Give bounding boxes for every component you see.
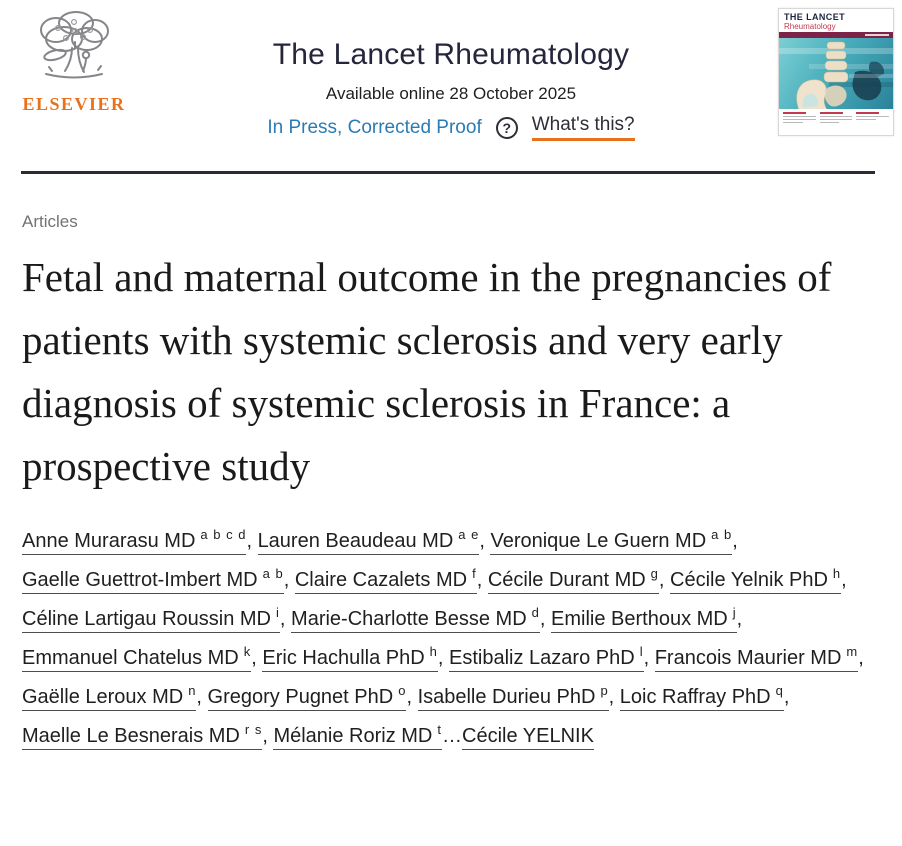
cover-masthead-rheumatology: Rheumatology: [784, 22, 836, 31]
author-affiliation-superscript: q: [775, 683, 784, 699]
elsevier-wordmark: ELSEVIER: [22, 94, 126, 114]
author-affiliation-superscript: t: [437, 722, 443, 738]
cover-artwork-pelvis-image: [779, 38, 893, 109]
author-affiliation-superscript: m: [846, 644, 859, 660]
author-affiliation-superscript: g: [650, 566, 659, 582]
author-link[interactable]: Estibaliz Lazaro PhD $^l$,: [449, 647, 649, 672]
article-title: Fetal and maternal outcome in the pregnancies of patients with systemic sclerosis and very early diagnosis of systemic sclerosis in France: a prospective study: [22, 254, 832, 489]
author-link[interactable]: Mélanie Roriz MD $^t$: [273, 725, 442, 750]
author-link[interactable]: Gregory Pugnet PhD $^o$,: [208, 686, 412, 711]
elsevier-logo-link[interactable]: [20, 8, 128, 115]
author-affiliation-superscript: n: [188, 683, 197, 699]
author-affiliation-superscript: o: [398, 683, 407, 699]
author-link[interactable]: Marie-Charlotte Besse MD $^d$,: [291, 608, 545, 633]
author-link[interactable]: Francois Maurier MD $^m$,: [655, 647, 864, 672]
elsevier-tree-icon: [28, 8, 120, 92]
author-link[interactable]: Emmanuel Chatelus MD $^k$,: [22, 647, 257, 672]
author-affiliation-superscript: p: [600, 683, 609, 699]
author-link[interactable]: Anne Murarasu MD $^{a b c d}$,: [22, 530, 252, 555]
author-affiliation-superscript: f: [472, 566, 477, 582]
author-link[interactable]: Isabelle Durieu PhD $^p$,: [418, 686, 615, 711]
author-affiliation-superscript: i: [276, 605, 280, 621]
author-affiliation-superscript: a b c d: [200, 527, 247, 543]
last-author-link[interactable]: Cécile YELNIK: [462, 725, 594, 750]
available-online-date: Available online 28 October 2025: [325, 84, 577, 103]
author-affiliation-superscript: d: [531, 605, 540, 621]
author-link[interactable]: Cécile Durant MD $^g$,: [488, 569, 665, 594]
help-question-icon[interactable]: ?: [496, 117, 518, 139]
author-affiliation-superscript: l: [639, 644, 644, 660]
journal-header: [140, 38, 762, 141]
author-affiliation-superscript: r s: [244, 722, 263, 738]
author-affiliation-superscript: h: [429, 644, 438, 660]
author-link[interactable]: Lauren Beaudeau MD $^{a e}$,: [258, 530, 485, 555]
author-affiliation-superscript: a b: [262, 566, 284, 582]
author-affiliation-superscript: a b: [711, 527, 733, 543]
page-header: [0, 0, 902, 172]
author-affiliation-superscript: k: [243, 644, 252, 660]
author-link[interactable]: Loic Raffray PhD $^q$,: [620, 686, 790, 711]
journal-cover-thumbnail[interactable]: [778, 8, 894, 136]
author-affiliation-superscript: h: [832, 566, 842, 582]
author-link[interactable]: Cécile Yelnik PhD $^h$,: [670, 569, 847, 594]
author-affiliation-superscript: a e: [458, 527, 480, 543]
author-link[interactable]: Céline Lartigau Roussin MD $^i$,: [22, 608, 285, 633]
author-affiliation-superscript: j: [732, 605, 737, 621]
author-link[interactable]: Veronique Le Guern MD $^{a b}$,: [490, 530, 737, 555]
journal-title-link[interactable]: The Lancet Rheumatology: [272, 38, 630, 71]
section-label-articles: Articles: [22, 212, 78, 231]
whats-this-link[interactable]: What's this?: [532, 114, 635, 141]
cover-footer-decoration: [779, 109, 893, 135]
in-press-link[interactable]: In Press, Corrected Proof: [267, 116, 482, 138]
author-list: Anne Murarasu MD $^{a b c d}$, Lauren Beaudeau MD $^{a e}$, Veronique Le Guern MD $^{a b}$, Gaelle Guettrot-Imbert MD $^{a b}$, Claire Cazalets MD $^f$, Cécile Durant MD $^g$, Cécile Yelnik PhD $^h$, Céline Lartigau Roussin MD $^i$, Marie-Charlotte Besse MD $^d$, Emilie Berthoux MD $^j$, Emmanuel Chatelus MD $^k$, Eric Hachulla PhD $^h$, Estibaliz Lazaro PhD $^l$, Francois Maurier MD $^m$, Gaëlle Leroux MD $^n$, Gregory Pugnet PhD $^o$, Isabelle Durieu PhD $^p$, Loic Raffray PhD $^q$, Maelle Le Besnerais MD $^{r s}$, Mélanie Roriz MD $^t$…Cécile YELNIK: [22, 522, 868, 756]
article-main: [22, 212, 868, 756]
author-link[interactable]: Emilie Berthoux MD $^j$,: [551, 608, 742, 633]
header-divider: [21, 171, 875, 174]
author-link[interactable]: Eric Hachulla PhD $^h$,: [262, 647, 443, 672]
author-link[interactable]: Claire Cazalets MD $^f$,: [295, 569, 482, 594]
author-link[interactable]: Maelle Le Besnerais MD $^{r s}$,: [22, 725, 268, 750]
author-link[interactable]: Gaëlle Leroux MD $^n$,: [22, 686, 202, 711]
cover-masthead-lancet: THE LANCET: [784, 12, 845, 22]
cover-masthead: [779, 9, 893, 32]
author-link[interactable]: Gaelle Guettrot-Imbert MD $^{a b}$,: [22, 569, 289, 594]
status-row: [140, 114, 762, 141]
